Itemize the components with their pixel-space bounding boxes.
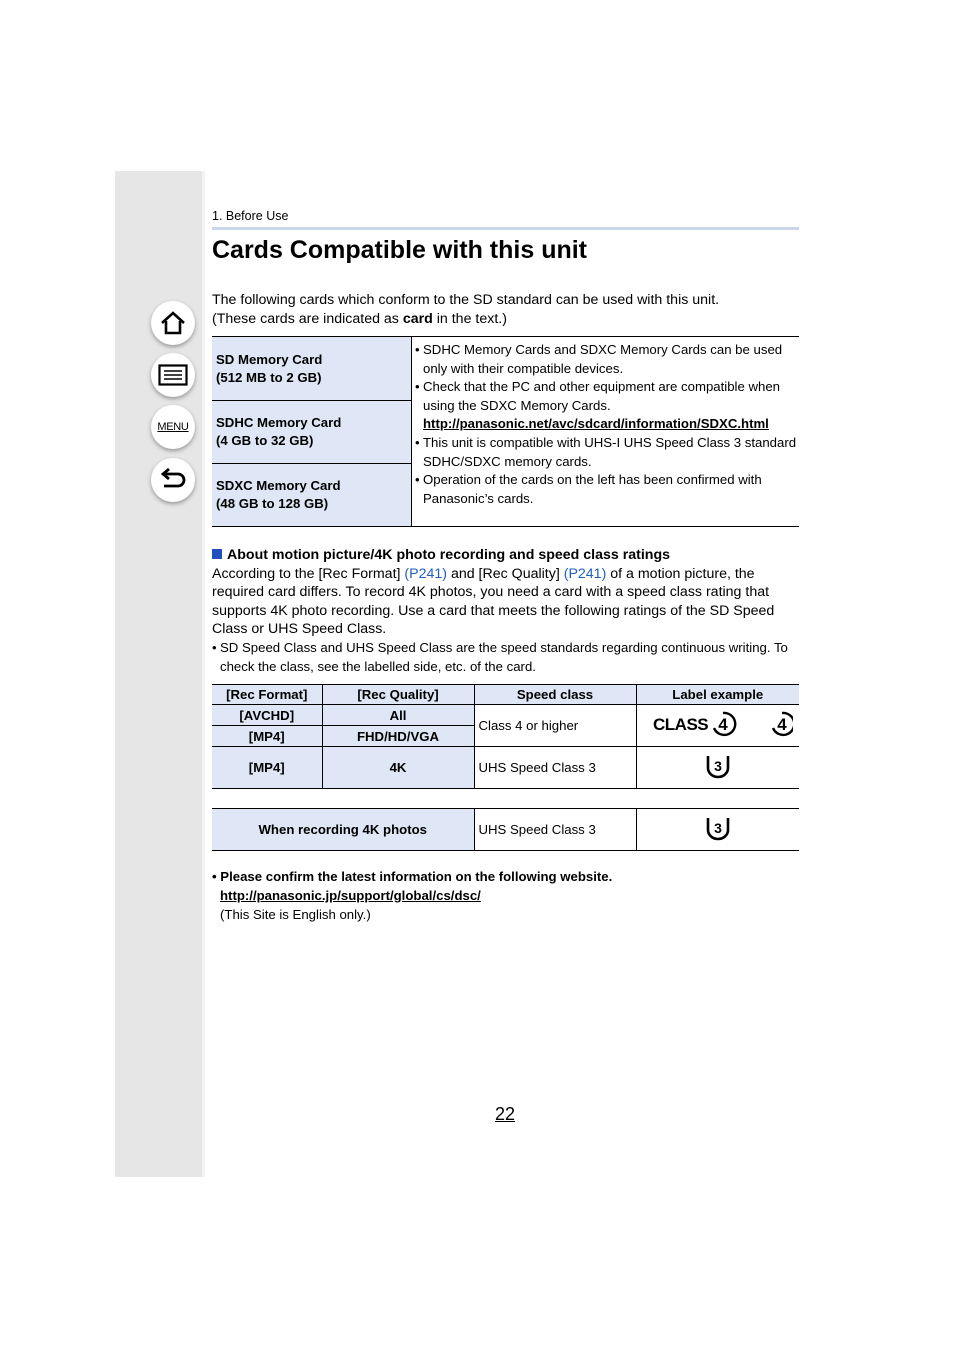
confirm-text-content: Please confirm the latest information on the following website. (220, 869, 613, 884)
page-number[interactable]: 22 (495, 1104, 516, 1124)
class-logo-digit: 4 (718, 715, 728, 734)
home-button[interactable] (151, 301, 195, 345)
table-row (212, 809, 799, 851)
table-header: Label example (636, 685, 799, 705)
rec-quality-cell: FHD/HD/VGA (322, 726, 474, 747)
support-link[interactable]: http://panasonic.jp/support/global/cs/dsc/ (220, 887, 481, 903)
contents-button[interactable] (151, 353, 195, 397)
menu-label: MENU (157, 421, 189, 433)
section-heading (212, 547, 670, 563)
4k-photo-table (212, 808, 799, 851)
speed-class-cell: UHS Speed Class 3 (474, 747, 636, 789)
back-button[interactable] (151, 458, 195, 502)
table-header: [Rec Quality] (322, 685, 474, 705)
uhs-logo-digit: 3 (713, 820, 722, 836)
card-note-text: Check that the PC and other equipment are compatible when using the SDXC Memory Cards. (423, 379, 781, 413)
intro-bold: card (402, 311, 433, 327)
label-example-cell (636, 809, 799, 851)
table-header: [Rec Format] (212, 685, 322, 705)
section-paragraph (212, 565, 802, 639)
card-cell-sdxc (212, 464, 411, 526)
uhs3-logo-icon (704, 815, 732, 841)
confirm-block (212, 868, 612, 924)
page-ref-link[interactable]: (P241) (404, 566, 447, 582)
rec-format-cell: [MP4] (212, 726, 322, 747)
card-note: • This unit is compatible with UHS-I UHS Speed Class 3 standard SDHC/SDXC memory cards. (415, 434, 799, 471)
para-text: and [Rec Quality] (447, 566, 564, 582)
label-example-cell (636, 747, 799, 789)
page-ref-link[interactable]: (P241) (563, 566, 607, 582)
table-row (212, 705, 799, 726)
rec-format-cell: [AVCHD] (212, 705, 322, 726)
speed-class-cell: Class 4 or higher (474, 705, 636, 747)
card-cell-sdhc (212, 401, 411, 463)
table-row (212, 747, 799, 789)
speed-class-cell: UHS Speed Class 3 (474, 809, 636, 851)
page-title: Cards Compatible with this unit (212, 236, 588, 264)
card-size: (512 MB to 2 GB) (216, 369, 322, 385)
card-name: SD Memory Card (216, 351, 323, 367)
uhs-logo-digit: 3 (713, 758, 722, 774)
class-logo-digit: 4 (777, 715, 787, 734)
para-text: of a motion picture, the required card differs. To record 4K photos, you need a card with a speed class rating that supports 4K photo recording. Use a card that meets the following ratings of the SD Speed Class or UHS Speed Class. (212, 566, 775, 638)
card-size: (48 GB to 128 GB) (216, 496, 329, 511)
breadcrumb: 1. Before Use (212, 209, 289, 223)
square-bullet-icon (212, 549, 222, 559)
home-icon (159, 310, 187, 336)
sidebar-divider (202, 171, 205, 1177)
rec-quality-cell: 4K (322, 747, 474, 789)
table-header: Speed class (474, 685, 636, 705)
sdxc-info-link[interactable]: http://panasonic.net/avc/sdcard/information/SDXC.html (423, 416, 769, 432)
confirm-note: (This Site is English only.) (220, 906, 371, 922)
list-icon (158, 364, 188, 386)
intro-line-1: The following cards which conform to the SD standard can be used with this unit. (212, 292, 720, 308)
card-note: • SDHC Memory Cards and SDXC Memory Cards can be used only with their compatible devices. (415, 341, 799, 378)
card-size: (4 GB to 32 GB) (216, 433, 314, 448)
speed-class-table (212, 684, 799, 789)
intro-text (212, 291, 802, 329)
card-cell-sd (212, 337, 411, 400)
card-note: • Operation of the cards on the left has been confirmed with Panasonic’s cards. (415, 471, 799, 508)
confirm-text: • Please confirm the latest information on the following website. (212, 869, 613, 884)
intro-prefix: (These cards are indicated as (212, 311, 403, 327)
table-header-row (212, 685, 799, 705)
speed-note (212, 638, 802, 676)
para-text: According to the [Rec Format] (212, 566, 405, 582)
card-note (415, 378, 799, 434)
intro-line-2 (212, 310, 802, 329)
label-example-cell (636, 705, 799, 747)
card-notes (415, 341, 799, 508)
speed-note-text: • SD Speed Class and UHS Speed Class are the speed standards regarding continuous writing. To check the class, see the labelled side, etc. of the card. (212, 638, 802, 676)
section-heading-text: About motion picture/4K photo recording and speed class ratings (227, 547, 671, 563)
card-name: SDHC Memory Card (216, 415, 342, 430)
4k-photo-label: When recording 4K photos (212, 809, 474, 851)
uhs3-logo-icon (704, 753, 732, 779)
card-name: SDXC Memory Card (216, 478, 341, 493)
card-table-divider (411, 337, 412, 526)
rec-quality-cell: All (322, 705, 474, 726)
rec-format-cell: [MP4] (212, 747, 322, 789)
menu-button[interactable] (151, 405, 195, 449)
intro-suffix: in the text.) (432, 311, 507, 327)
class4-logo-icon (643, 709, 793, 739)
back-arrow-icon (159, 468, 187, 492)
card-table (212, 336, 799, 527)
class-logo-text: CLASS (652, 715, 708, 734)
header-rule (212, 227, 799, 230)
